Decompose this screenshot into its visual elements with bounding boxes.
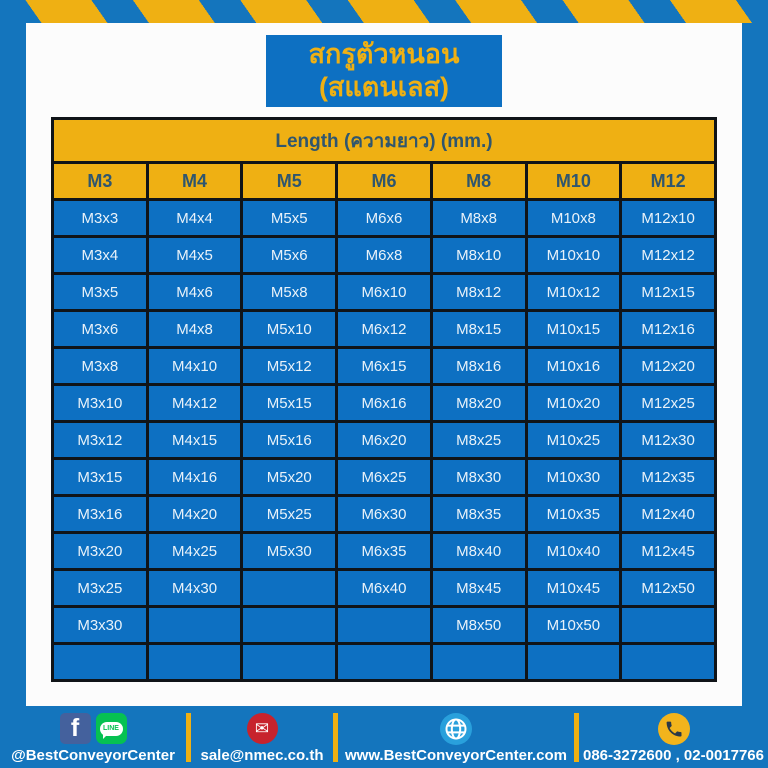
size-cell: M3x12 xyxy=(53,422,148,459)
email-label: sale@nmec.co.th xyxy=(200,747,324,764)
size-cell: M3x15 xyxy=(53,459,148,496)
size-cell: M12x45 xyxy=(621,533,716,570)
size-cell: M8x50 xyxy=(431,607,526,644)
phone-icon xyxy=(658,713,690,745)
social-handle-label: @BestConveyorCenter xyxy=(11,747,175,764)
table-row xyxy=(53,311,716,348)
size-cell xyxy=(242,644,337,681)
size-cell: M5x15 xyxy=(242,385,337,422)
size-cell: M4x12 xyxy=(147,385,242,422)
size-cell: M6x30 xyxy=(337,496,432,533)
footer-email-section xyxy=(191,706,333,768)
size-cell: M12x25 xyxy=(621,385,716,422)
size-cell: M5x5 xyxy=(242,200,337,237)
size-cell: M3x6 xyxy=(53,311,148,348)
size-cell: M10x25 xyxy=(526,422,621,459)
size-cell xyxy=(242,607,337,644)
size-cell: M6x6 xyxy=(337,200,432,237)
table-row xyxy=(53,607,716,644)
size-cell: M5x20 xyxy=(242,459,337,496)
phone-label: 086-3272600 , 02-0017766 xyxy=(583,747,764,764)
size-cell: M5x16 xyxy=(242,422,337,459)
footer-bar xyxy=(0,706,768,768)
size-cell: M8x16 xyxy=(431,348,526,385)
size-cell: M8x12 xyxy=(431,274,526,311)
size-cell xyxy=(621,644,716,681)
table-row xyxy=(53,459,716,496)
size-cell: M3x4 xyxy=(53,237,148,274)
size-cell: M8x10 xyxy=(431,237,526,274)
size-cell: M10x45 xyxy=(526,570,621,607)
line-bubble: LINE xyxy=(100,722,123,736)
size-cell xyxy=(337,607,432,644)
size-cell: M8x20 xyxy=(431,385,526,422)
size-cell xyxy=(337,644,432,681)
social-icons xyxy=(60,711,127,746)
size-cell: M8x15 xyxy=(431,311,526,348)
size-cell: M8x30 xyxy=(431,459,526,496)
size-cell: M10x40 xyxy=(526,533,621,570)
globe-icon xyxy=(440,713,472,745)
website-label: www.BestConveyorCenter.com xyxy=(344,747,567,764)
size-cell: M12x12 xyxy=(621,237,716,274)
size-cell: M3x25 xyxy=(53,570,148,607)
size-cell: M8x40 xyxy=(431,533,526,570)
size-cell: M3x10 xyxy=(53,385,148,422)
facebook-icon: f xyxy=(60,713,91,744)
size-cell xyxy=(242,570,337,607)
email-icons xyxy=(247,711,278,746)
size-cell: M4x15 xyxy=(147,422,242,459)
size-cell xyxy=(53,644,148,681)
size-cell xyxy=(147,607,242,644)
column-header-m6: M6 xyxy=(337,163,432,200)
size-cell: M6x10 xyxy=(337,274,432,311)
size-cell: M10x20 xyxy=(526,385,621,422)
table-row xyxy=(53,422,716,459)
size-cell: M12x16 xyxy=(621,311,716,348)
size-cell: M8x35 xyxy=(431,496,526,533)
size-cell: M12x30 xyxy=(621,422,716,459)
size-cell xyxy=(431,644,526,681)
page-title-line2: (สแตนเลส) xyxy=(318,72,450,102)
content-card xyxy=(26,23,742,706)
size-cell: M4x10 xyxy=(147,348,242,385)
size-cell: M5x6 xyxy=(242,237,337,274)
size-cell: M10x15 xyxy=(526,311,621,348)
size-cell: M5x12 xyxy=(242,348,337,385)
column-header-m4: M4 xyxy=(147,163,242,200)
size-cell: M3x20 xyxy=(53,533,148,570)
length-header: Length (ความยาว) (mm.) xyxy=(53,119,716,163)
size-table xyxy=(51,117,717,682)
size-cell: M5x10 xyxy=(242,311,337,348)
table-row xyxy=(53,644,716,681)
size-cell: M10x10 xyxy=(526,237,621,274)
size-cell: M12x10 xyxy=(621,200,716,237)
size-cell: M5x8 xyxy=(242,274,337,311)
title-box xyxy=(266,35,502,107)
size-cell xyxy=(621,607,716,644)
table-row xyxy=(53,348,716,385)
size-cell: M12x35 xyxy=(621,459,716,496)
size-cell: M6x35 xyxy=(337,533,432,570)
size-cell: M4x4 xyxy=(147,200,242,237)
size-cell: M6x16 xyxy=(337,385,432,422)
size-cell: M10x35 xyxy=(526,496,621,533)
column-header-m8: M8 xyxy=(431,163,526,200)
size-cell: M4x16 xyxy=(147,459,242,496)
table-row xyxy=(53,570,716,607)
mail-icon: ✉ xyxy=(247,713,278,744)
size-cell: M8x25 xyxy=(431,422,526,459)
footer-website-section xyxy=(338,706,574,768)
size-cell: M5x25 xyxy=(242,496,337,533)
page-title-line1: สกรูตัวหนอน xyxy=(308,39,460,70)
table-row xyxy=(53,274,716,311)
size-cell: M3x8 xyxy=(53,348,148,385)
size-cell: M6x40 xyxy=(337,570,432,607)
size-cell: M8x45 xyxy=(431,570,526,607)
size-cell: M8x8 xyxy=(431,200,526,237)
size-cell: M4x8 xyxy=(147,311,242,348)
size-cell: M4x20 xyxy=(147,496,242,533)
column-header-m3: M3 xyxy=(53,163,148,200)
size-cell: M3x30 xyxy=(53,607,148,644)
size-cell: M12x40 xyxy=(621,496,716,533)
column-header-m5: M5 xyxy=(242,163,337,200)
size-cell: M6x8 xyxy=(337,237,432,274)
table-row xyxy=(53,385,716,422)
size-cell: M3x16 xyxy=(53,496,148,533)
phone-icons xyxy=(658,711,690,746)
size-cell: M6x15 xyxy=(337,348,432,385)
column-header-m12: M12 xyxy=(621,163,716,200)
size-cell: M12x15 xyxy=(621,274,716,311)
size-cell: M12x50 xyxy=(621,570,716,607)
size-cell: M10x30 xyxy=(526,459,621,496)
table-row xyxy=(53,496,716,533)
website-icons xyxy=(440,711,472,746)
table-row xyxy=(53,237,716,274)
size-cell: M10x8 xyxy=(526,200,621,237)
table-row xyxy=(53,533,716,570)
size-cell: M10x12 xyxy=(526,274,621,311)
size-cell: M4x5 xyxy=(147,237,242,274)
table-row xyxy=(53,200,716,237)
size-cell: M3x3 xyxy=(53,200,148,237)
size-cell: M12x20 xyxy=(621,348,716,385)
hazard-stripes-bar xyxy=(0,0,768,23)
size-cell: M3x5 xyxy=(53,274,148,311)
size-cell: M10x50 xyxy=(526,607,621,644)
size-cell: M5x30 xyxy=(242,533,337,570)
column-header-m10: M10 xyxy=(526,163,621,200)
size-cell: M6x12 xyxy=(337,311,432,348)
footer-social-section xyxy=(0,706,186,768)
size-cell: M4x25 xyxy=(147,533,242,570)
size-cell: M4x6 xyxy=(147,274,242,311)
size-cell: M6x25 xyxy=(337,459,432,496)
size-cell xyxy=(147,644,242,681)
footer-phone-section xyxy=(579,706,768,768)
size-cell: M4x30 xyxy=(147,570,242,607)
size-cell: M6x20 xyxy=(337,422,432,459)
line-icon xyxy=(96,713,127,744)
size-cell xyxy=(526,644,621,681)
size-cell: M10x16 xyxy=(526,348,621,385)
